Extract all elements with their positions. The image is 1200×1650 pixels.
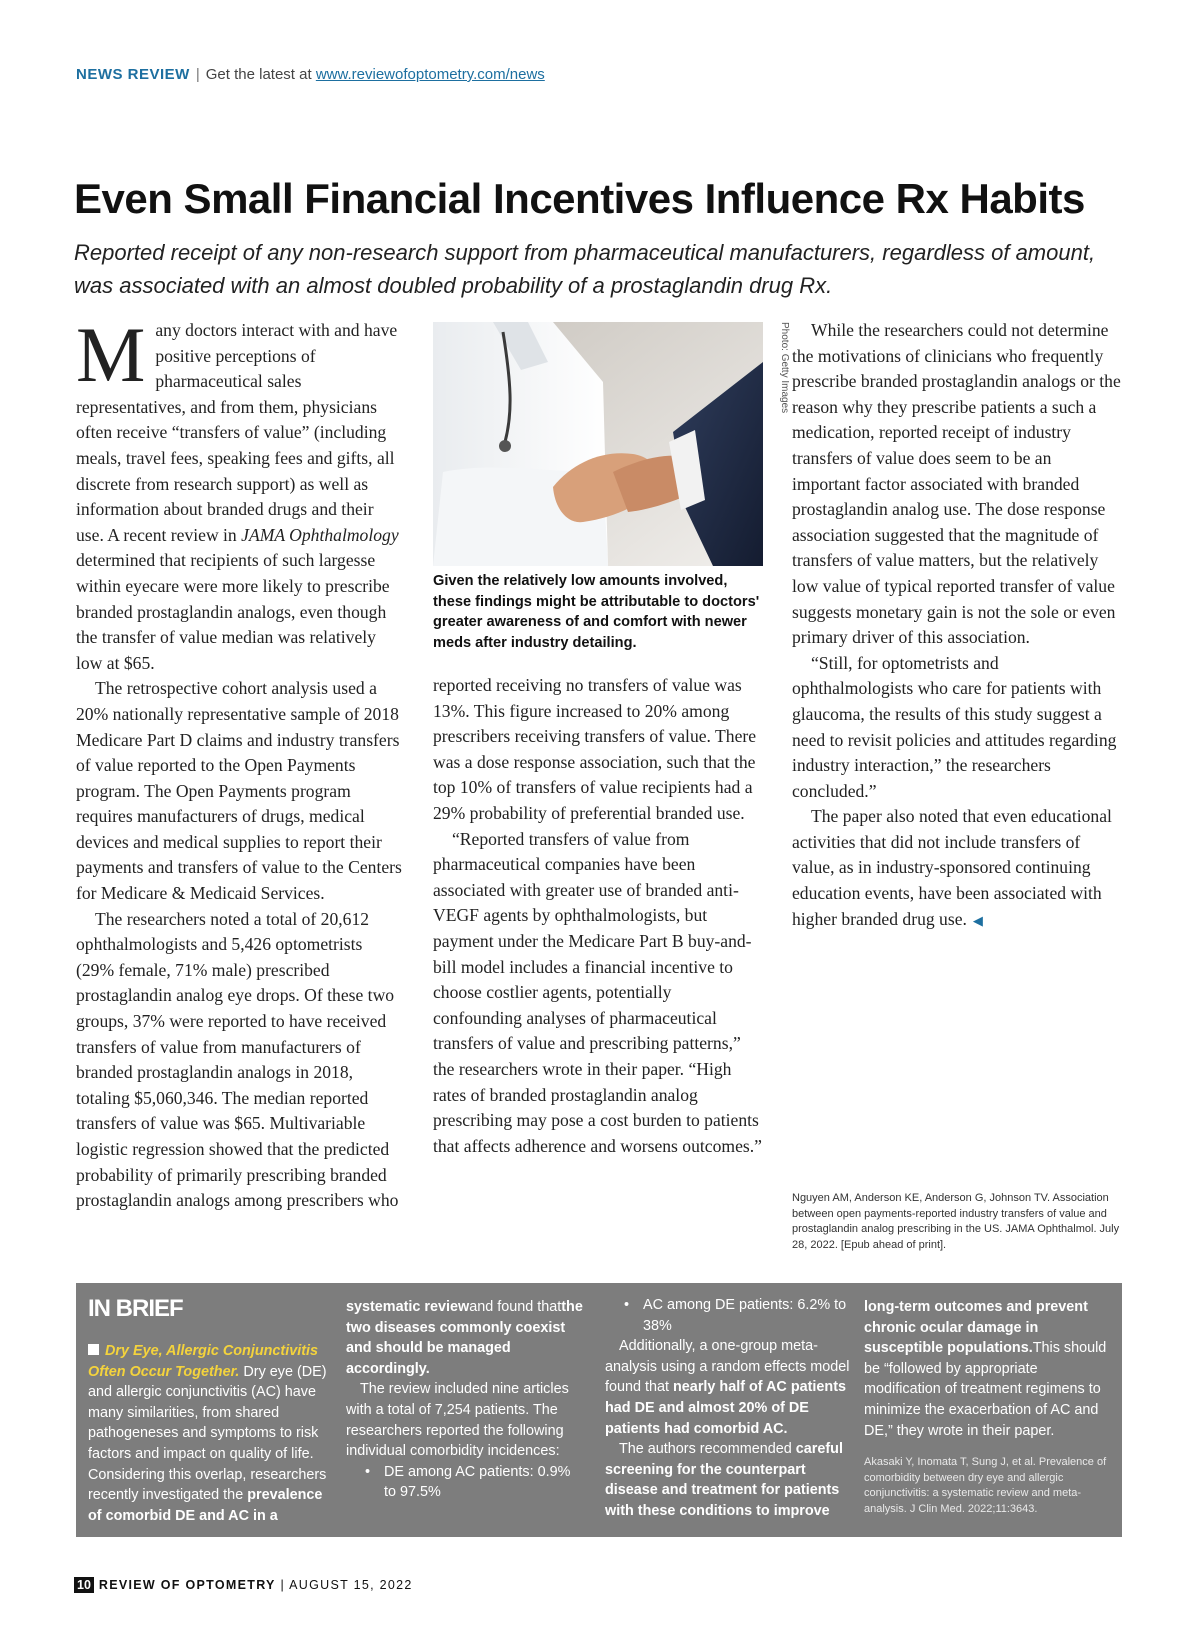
section-tag: NEWS REVIEW xyxy=(76,66,190,83)
square-bullet-icon xyxy=(88,1344,99,1355)
in-brief-paragraph-2: The review included nine articles with a total of 7,254 patients. The researchers reported the following individual comorbidity incidences: xyxy=(346,1381,569,1460)
paragraph-text: reported receiving no transfers of value was 13%. This figure increased to 20% among prescribers receiving transfers of value. There was a dose response association, such that the top 10% of transfers of value recipients had a 29% probability of preferential branded use. xyxy=(433,675,757,823)
in-brief-list xyxy=(346,1462,586,1503)
in-brief-paragraph-4-cont xyxy=(864,1297,1110,1441)
article-paragraph-1 xyxy=(76,311,402,676)
article-column-3 xyxy=(792,318,1124,933)
in-brief-paragraph-4 xyxy=(605,1439,850,1521)
bold-text: the two diseases commonly coexist and should be managed accordingly. xyxy=(346,1299,583,1377)
journal-name: JAMA Ophthalmology xyxy=(241,524,399,545)
in-brief-box xyxy=(76,1283,1122,1537)
article-paragraph-7 xyxy=(792,804,1124,933)
in-brief-paragraph-3 xyxy=(605,1336,850,1439)
paragraph-text: determined that recipients of such largesse within eyecare were more likely to prescribe branded prostaglandin analogs, even though the transfer of value median was relatively low at $65. xyxy=(76,550,390,673)
page-footer xyxy=(74,1577,413,1593)
in-brief-item-title: Dry Eye, Allergic Conjunctivitis Often Occur Together. xyxy=(88,1343,318,1380)
subhead: Reported receipt of any non-research support from pharmaceutical manufacturers, regardless of amount, was associated with an almost doubled probability of a prostaglandin drug Rx. xyxy=(74,240,1096,298)
article-reference: Nguyen AM, Anderson KE, Anderson G, Johnson TV. Association between open payments-reported industry transfers of value and prostaglandin analog prescribing in the US. JAMA Ophthalmol. July 28, 2022. [Epub ahead of print]. xyxy=(792,1192,1120,1251)
in-brief-paragraph-1-cont xyxy=(346,1297,586,1379)
bold-text: prevalence of comorbid DE and AC in a xyxy=(88,1487,323,1524)
issue-date: AUGUST 15, 2022 xyxy=(289,1578,413,1592)
paragraph-text: Additionally, a one-group meta-analysis using a random effects model found that xyxy=(605,1338,850,1396)
article-paragraph-4 xyxy=(433,827,763,1160)
publication-name: REVIEW OF OPTOMETRY xyxy=(98,1578,276,1592)
paragraph-text: The paper also noted that even educational activities that did not include transfers of value, as in industry-sponsored continuing education events, have been associated with higher branded drug use. xyxy=(792,806,1112,929)
in-brief-reference: Akasaki Y, Inomata T, Sung J, et al. Prevalence of comorbidity between dry eye and allergic conjunctivitis: a systematic review and meta-analysis. J Clin Med. 2022;11:3643. xyxy=(864,1456,1107,1515)
paragraph-text: The authors recommended xyxy=(619,1441,796,1458)
bold-text: long-term outcomes and prevent chronic ocular damage in susceptible populations. xyxy=(864,1299,1088,1357)
page-number: 10 xyxy=(74,1577,94,1593)
article-paragraph-5: While the researchers could not determine the motivations of clinicians who frequently prescribe branded prostaglandin analogs or the reason why they prescribe patients a such a medication, reported receipt of industry transfers of value does seem to be an important factor associated with branded prostaglandin analog use. The dose response association suggested that the magnitude of transfers of value matters, but the relatively low value of typical reported transfer of value suggests monetary gain is not the sole or even primary driver of this association. xyxy=(792,320,1121,648)
news-link[interactable]: www.reviewofoptometry.com/news xyxy=(315,66,545,83)
paragraph-text: Dry eye (DE) and allergic conjunctivitis (AC) have many similarities, from shared pathogeneses and symptoms to risk factors and impact on quality of life. Considering this overlap, researchers recently investigated the xyxy=(88,1363,327,1504)
in-brief-title: IN BRIEF xyxy=(88,1295,183,1322)
article-paragraph-2: The retrospective cohort analysis used a 20% nationally representative sample of 2018 Medicare Part D claims and industry transfers of value reported to the Open Payments program. The Open Payments program requires manufacturers of drugs, medical devices and medical supplies to report their payments and transfers of value to the Centers for Medicare & Medicaid Services. xyxy=(76,678,402,904)
in-brief-column-4 xyxy=(864,1297,1110,1517)
drop-cap: M xyxy=(76,311,146,398)
in-brief-column-3 xyxy=(605,1295,850,1522)
footer-separator: | xyxy=(280,1578,286,1592)
paragraph-text: and found that xyxy=(469,1299,562,1315)
handshake-photo xyxy=(433,322,763,566)
article-column-1 xyxy=(76,311,402,1214)
paragraph-text: “Reported transfers of value from pharmaceutical companies have been associated with greater use of branded anti-VEGF agents by ophthalmologists, but payment under the Medicare Part B buy-and-bill model includes a financial incentive to choose costlier agents, potentially confounding analyses of pharmaceutical transfers of value and prescribing patterns,” the researchers wrote in their paper. “High rates of branded prostaglandin analog prescribing may pose a cost burden to patients that affects adherence and worsens outcomes.” xyxy=(433,828,762,1156)
article-column-2 xyxy=(433,673,763,1159)
header-prompt: Get the latest at xyxy=(205,66,312,83)
photo-caption: Given the relatively low amounts involved, these findings might be attributable to doctors' greater awareness of and comfort with newer meds after industry detailing. xyxy=(433,573,760,651)
paragraph-text: any doctors interact with and have positive perceptions of pharmaceutical sales representatives, and from them, physicians often receive “transfers of value” (including meals, travel fees, speaking fees and gifts, all discrete from research support) as well as information about branded drugs and their use. A recent review in xyxy=(76,320,398,545)
photo-credit: Photo: Getty Images xyxy=(779,322,790,414)
header-separator: | xyxy=(195,66,200,83)
in-brief-paragraph-1 xyxy=(88,1341,328,1526)
paragraph-text: This should be “followed by appropriate modification of treatment regimens to minimize the exacerbation of AC and DE,” they wrote in their paper. xyxy=(864,1340,1107,1439)
article-paragraph-6: “Still, for optometrists and ophthalmologists who care for patients with glaucoma, the results of this study suggest a need to revisit policies and attitudes regarding industry interaction,” the researchers concluded.” xyxy=(792,652,1117,801)
headline: Even Small Financial Incentives Influence Rx Habits xyxy=(74,175,1085,222)
bold-text: careful screening for the counterpart disease and treatment for patients with these conditions to improve xyxy=(605,1441,843,1519)
article-paragraph-3: The researchers noted a total of 20,612 ophthalmologists and 5,426 optometrists (29% female, 71% male) prescribed prostaglandin analog eye drops. Of these two groups, 37% were reported to have received transfers of value from manufacturers of branded prostaglandin analogs in 2018, totaling $5,060,346. The median reported transfers of value was $65. Multivariable logistic regression showed that the predicted probability of primarily prescribing branded prostaglandin analogs among prescribers who xyxy=(76,908,399,1211)
in-brief-column-1 xyxy=(88,1295,328,1526)
in-brief-column-2 xyxy=(346,1297,586,1503)
bold-text: nearly half of AC patients had DE and almost 20% of DE patients had comorbid AC. xyxy=(605,1379,846,1437)
list-item: • DE among AC patients: 0.9% to 97.5% xyxy=(346,1462,586,1503)
section-header xyxy=(76,66,545,83)
end-mark-icon: ◀ xyxy=(972,912,983,928)
list-item: • AC among DE patients: 6.2% to 38% xyxy=(605,1295,850,1336)
bold-text: systematic review xyxy=(346,1299,470,1315)
in-brief-list-cont xyxy=(605,1295,850,1336)
article-paragraph-3-cont xyxy=(433,673,763,827)
